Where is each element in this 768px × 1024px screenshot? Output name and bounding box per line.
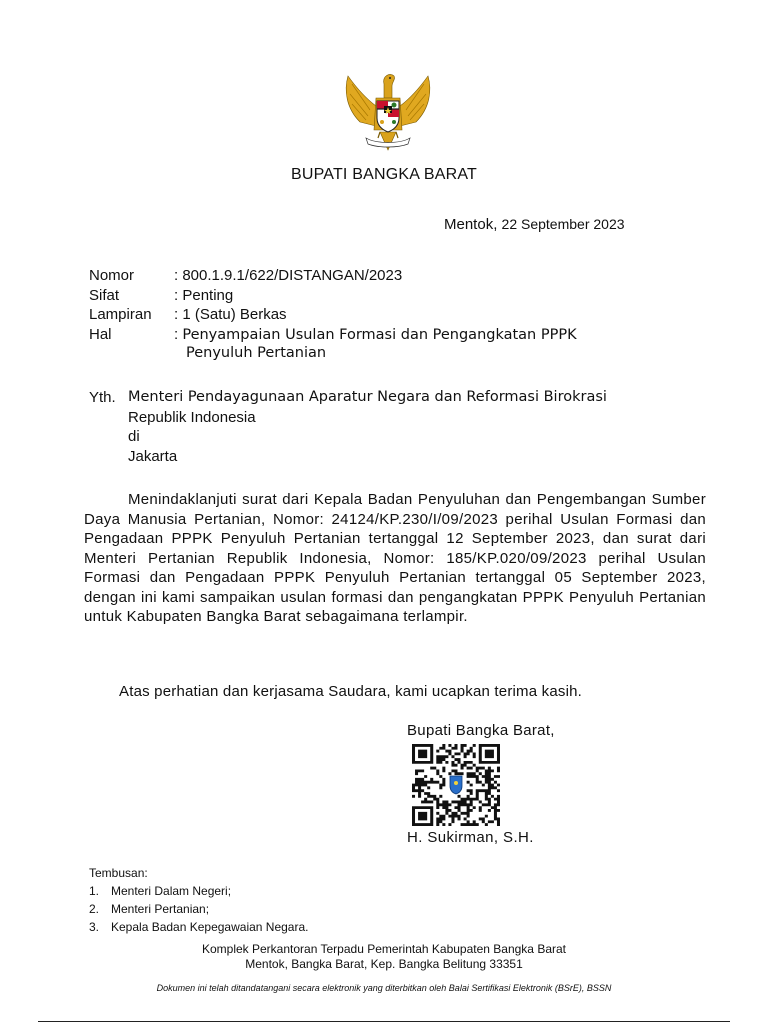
footer-address — [0, 942, 768, 972]
qr-code-signature-icon — [412, 744, 500, 826]
cc-number: 1. — [89, 884, 100, 898]
meta-colon: : — [174, 286, 179, 304]
recipient-salutation: Yth. — [89, 389, 116, 406]
letterhead-title: BUPATI BANGKA BARAT — [290, 166, 478, 183]
cc-number: 2. — [89, 902, 100, 916]
signature-title: Bupati Bangka Barat, — [407, 722, 555, 739]
recipient-line-4 — [89, 447, 178, 467]
recipient-block — [89, 388, 607, 466]
list-item — [89, 900, 308, 918]
list-item — [89, 882, 308, 900]
date-place: Mentok, — [444, 216, 498, 233]
recipient-country: Republik Indonesia — [128, 408, 256, 426]
recipient-name: Menteri Pendayagunaan Aparatur Negara dan Reformasi Birokrasi — [128, 389, 607, 405]
carbon-copy-list — [89, 864, 308, 936]
letter-date — [444, 216, 625, 233]
meta-colon: : — [174, 306, 179, 323]
meta-colon: : — [174, 325, 179, 343]
meta-value-wrap — [174, 305, 287, 325]
recipient-line-2 — [89, 408, 256, 428]
meta-value-continuation: Penyuluh Pertanian — [186, 345, 327, 361]
footer-line-1: Komplek Perkantoran Terpadu Pemerintah Kabupaten Bangka Barat — [201, 942, 566, 956]
list-item — [89, 918, 308, 936]
garuda-emblem-icon — [340, 70, 436, 160]
recipient-line-1 — [89, 388, 607, 408]
meta-value-wrap — [174, 266, 402, 286]
closing-line: Atas perhatian dan kerjasama Saudara, kami ucapkan terima kasih. — [119, 683, 583, 700]
signatory-name: H. Sukirman, S.H. — [407, 829, 534, 846]
meta-label: Sifat — [89, 286, 120, 304]
meta-label: Lampiran — [89, 306, 152, 323]
meta-label: Nomor — [89, 267, 135, 284]
cc-heading: Tembusan: — [89, 866, 148, 880]
meta-value: 800.1.9.1/622/DISTANGAN/2023 — [182, 267, 403, 284]
e-signature-note: Dokumen ini telah ditandatangani secara elektronik yang diterbitkan oleh Balai Sertifikasi Elektronik (BSrE), BSSN — [156, 983, 612, 993]
meta-value-wrap — [174, 286, 233, 306]
date-value: 22 September 2023 — [501, 216, 625, 232]
meta-colon: : — [174, 267, 179, 284]
meta-label: Hal — [89, 325, 112, 343]
meta-value: Penting — [182, 286, 234, 304]
footer-line-2: Mentok, Bangka Barat, Kep. Bangka Belitung 33351 — [245, 957, 523, 971]
recipient-line-3 — [89, 427, 140, 447]
meta-value: 1 (Satu) Berkas — [182, 306, 287, 323]
body-paragraph: Menindaklanjuti surat dari Kepala Badan Penyuluhan dan Pengembangan Sumber Daya Manusia Pertanian, Nomor: 24124/KP.230/I/09/2023 perihal Usulan Formasi dan Pengadaan PPPK Penyuluh Pertanian tertanggal 12 September 2023, dan surat dari Menteri Pertanian Republik Indonesia, Nomor: 185/KP.020/09/2023 perihal Usulan Formasi dan Pengadaan PPPK Penyuluh Pertanian tertanggal 05 September 2023, dengan ini kami sampaikan usulan formasi dan pengangkatan PPPK Penyuluh Pertanian untuk Kabupaten Bangka Barat sebagaimana terlampir. — [84, 491, 706, 625]
qr-center-logo-dot — [454, 781, 458, 785]
cc-text: Menteri Dalam Negeri; — [111, 884, 232, 898]
meta-value: Penyampaian Usulan Formasi dan Pengangkatan PPPK — [182, 326, 577, 343]
meta-value-wrap — [174, 325, 577, 346]
footer-divider — [38, 1021, 730, 1022]
cc-text: Kepala Badan Kepegawaian Negara. — [111, 920, 309, 934]
cc-text: Menteri Pertanian; — [111, 902, 210, 916]
cc-number: 3. — [89, 920, 100, 934]
recipient-di: di — [128, 428, 140, 445]
recipient-city: Jakarta — [128, 447, 178, 465]
